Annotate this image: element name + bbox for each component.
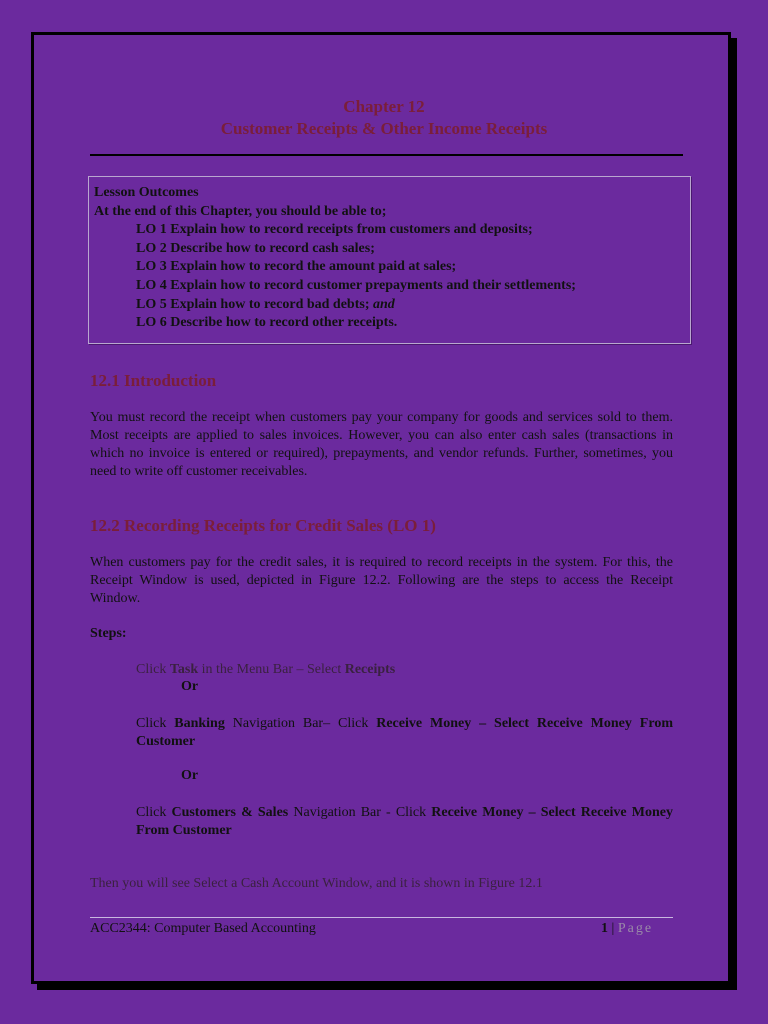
chapter-title — [0, 96, 768, 140]
chapter-subtitle: Customer Receipts & Other Income Receipts — [220, 119, 548, 138]
outcome-item: LO 2 Describe how to record cash sales; — [136, 240, 375, 256]
or-separator: Or — [181, 768, 199, 783]
page-label: Page — [617, 921, 654, 936]
lesson-outcomes — [94, 184, 576, 333]
page-frame — [31, 32, 731, 984]
outcome-item-suffix: and — [373, 296, 395, 312]
outcome-item: LO 6 Describe how to record other receipts. — [136, 315, 398, 331]
section-heading-credit-sales: 12.2 Recording Receipts for Credit Sales (LO 1) — [90, 516, 436, 535]
outcomes-heading: Lesson Outcomes — [94, 185, 199, 200]
step-banking: Click Banking Navigation Bar– Click Receive Money – Select Receive Money From Customer — [136, 716, 673, 749]
step-task-menu: Click Task in the Menu Bar – Select Receipts — [136, 662, 396, 677]
chapter-number: Chapter 12 — [343, 97, 425, 116]
introduction-paragraph: You must record the receipt when customers pay your company for goods and services sold to them. Most receipts are applied to sales invoices. However, you can also enter cash sales (transactions in which no invoice is entered or required), prepayments, and vendor refunds. Further, sometimes, you need to write off customer receivables. — [90, 410, 673, 479]
outcome-item-text: LO 5 Explain how to record bad debts; — [136, 296, 370, 312]
outcome-item — [94, 296, 576, 315]
credit-sales-paragraph: When customers pay for the credit sales, it is required to record receipts in the system. For this, the Receipt Window is used, depicted in Figure 12.2. Following are the steps to access the Receipt Window. — [90, 555, 673, 606]
steps-label: Steps: — [90, 626, 127, 641]
closing-paragraph: Then you will see Select a Cash Account Window, and it is shown in Figure 12.1 — [90, 876, 543, 891]
outcome-item: LO 3 Explain how to record the amount paid at sales; — [136, 259, 457, 275]
title-divider — [90, 154, 683, 156]
footer-course: ACC2344: Computer Based Accounting — [90, 921, 316, 936]
or-separator: Or — [181, 679, 199, 694]
page-number: 1 — [601, 921, 608, 936]
outcomes-intro: At the end of this Chapter, you should be able to; — [94, 203, 387, 219]
section-heading-introduction: 12.1 Introduction — [90, 371, 217, 390]
outcome-item: LO 4 Explain how to record customer prepayments and their settlements; — [136, 277, 576, 293]
outcome-item: LO 1 Explain how to record receipts from customers and deposits; — [136, 222, 533, 238]
footer-divider — [90, 917, 673, 918]
footer-page: 1 | Page — [601, 921, 654, 936]
step-customers-sales: Click Customers & Sales Navigation Bar - Click Receive Money – Select Receive Money From Customer — [136, 805, 673, 838]
